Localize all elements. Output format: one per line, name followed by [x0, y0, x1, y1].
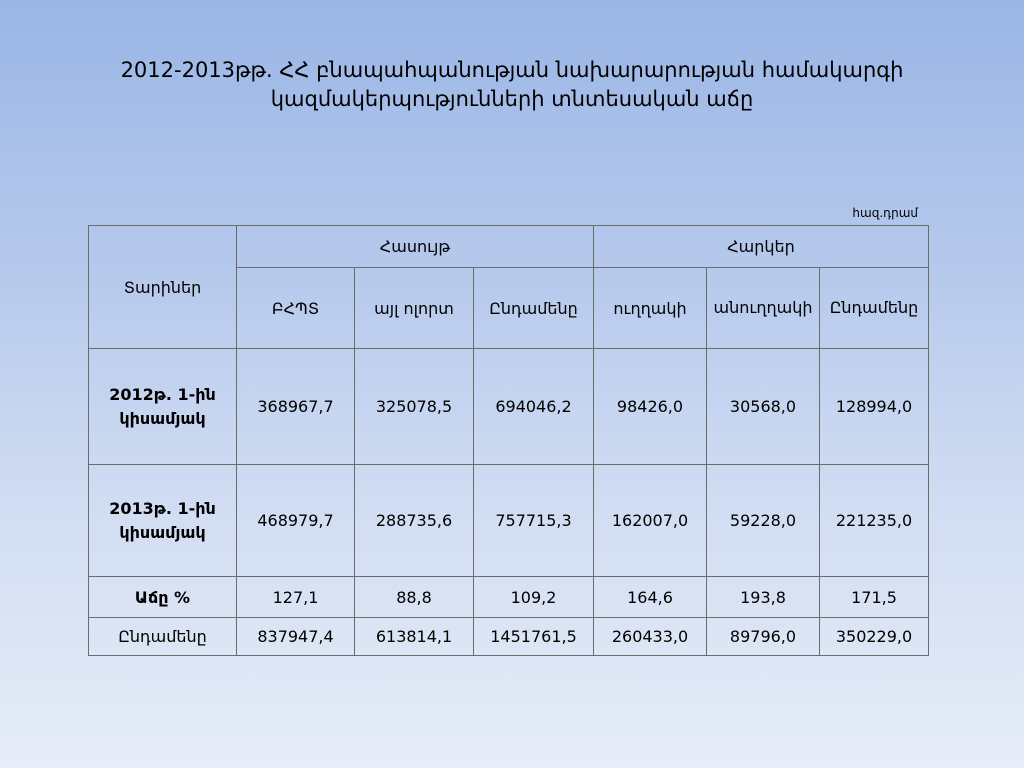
table-cell: 468979,7	[237, 465, 355, 577]
row-label-line-1: 2013թ. 1-ին	[109, 498, 216, 518]
row-label-line-2: կիսամյակ	[119, 522, 206, 542]
row-label: Ընդամենը	[89, 618, 237, 656]
table-cell: 164,6	[594, 577, 707, 618]
table-cell: 171,5	[820, 577, 929, 618]
table-cell: 350229,0	[820, 618, 929, 656]
subheader-tax-total: Ընդամենը	[820, 268, 929, 349]
table-row	[89, 465, 929, 577]
table-cell: 127,1	[237, 577, 355, 618]
table-cell: 109,2	[474, 577, 594, 618]
subheader-revenue-total: Ընդամենը	[474, 268, 594, 349]
row-label-line-1: 2012թ. 1-ին	[109, 384, 216, 404]
header-group-taxes: Հարկեր	[594, 226, 929, 268]
table-cell: 694046,2	[474, 349, 594, 465]
table-cell: 1451761,5	[474, 618, 594, 656]
table-cell: 757715,3	[474, 465, 594, 577]
header-group-revenue: Հասույթ	[237, 226, 594, 268]
table-cell: 89796,0	[707, 618, 820, 656]
subheader-indirect: անուղղակի	[707, 268, 820, 349]
revenue-tax-table	[88, 225, 929, 656]
unit-note: հազ.դրամ	[852, 206, 918, 220]
header-years: Տարիներ	[89, 226, 237, 349]
table-cell: 368967,7	[237, 349, 355, 465]
subheader-bhpt: ԲՀՊՏ	[237, 268, 355, 349]
table-row	[89, 577, 929, 618]
title-line-2: կազմակերպությունների տնտեսական աճը	[270, 87, 754, 111]
table-cell: 837947,4	[237, 618, 355, 656]
table-cell: 88,8	[355, 577, 474, 618]
table-cell: 98426,0	[594, 349, 707, 465]
table-row	[89, 349, 929, 465]
slide-title	[60, 56, 964, 114]
table-row	[89, 618, 929, 656]
table-cell: 162007,0	[594, 465, 707, 577]
table-cell: 613814,1	[355, 618, 474, 656]
table-cell: 30568,0	[707, 349, 820, 465]
row-label: Աճը %	[89, 577, 237, 618]
row-label-line-2: կիսամյակ	[119, 408, 206, 428]
table-cell: 288735,6	[355, 465, 474, 577]
row-label	[89, 465, 237, 577]
subheader-direct: ուղղակի	[594, 268, 707, 349]
table-cell: 260433,0	[594, 618, 707, 656]
subheader-other-sector: այլ ոլորտ	[355, 268, 474, 349]
table-cell: 59228,0	[707, 465, 820, 577]
table-cell: 128994,0	[820, 349, 929, 465]
title-line-1: 2012-2013թթ. ՀՀ բնապահպանության նախարարության համակարգի	[120, 58, 904, 82]
row-label	[89, 349, 237, 465]
table-cell: 221235,0	[820, 465, 929, 577]
table-cell: 193,8	[707, 577, 820, 618]
table-cell: 325078,5	[355, 349, 474, 465]
